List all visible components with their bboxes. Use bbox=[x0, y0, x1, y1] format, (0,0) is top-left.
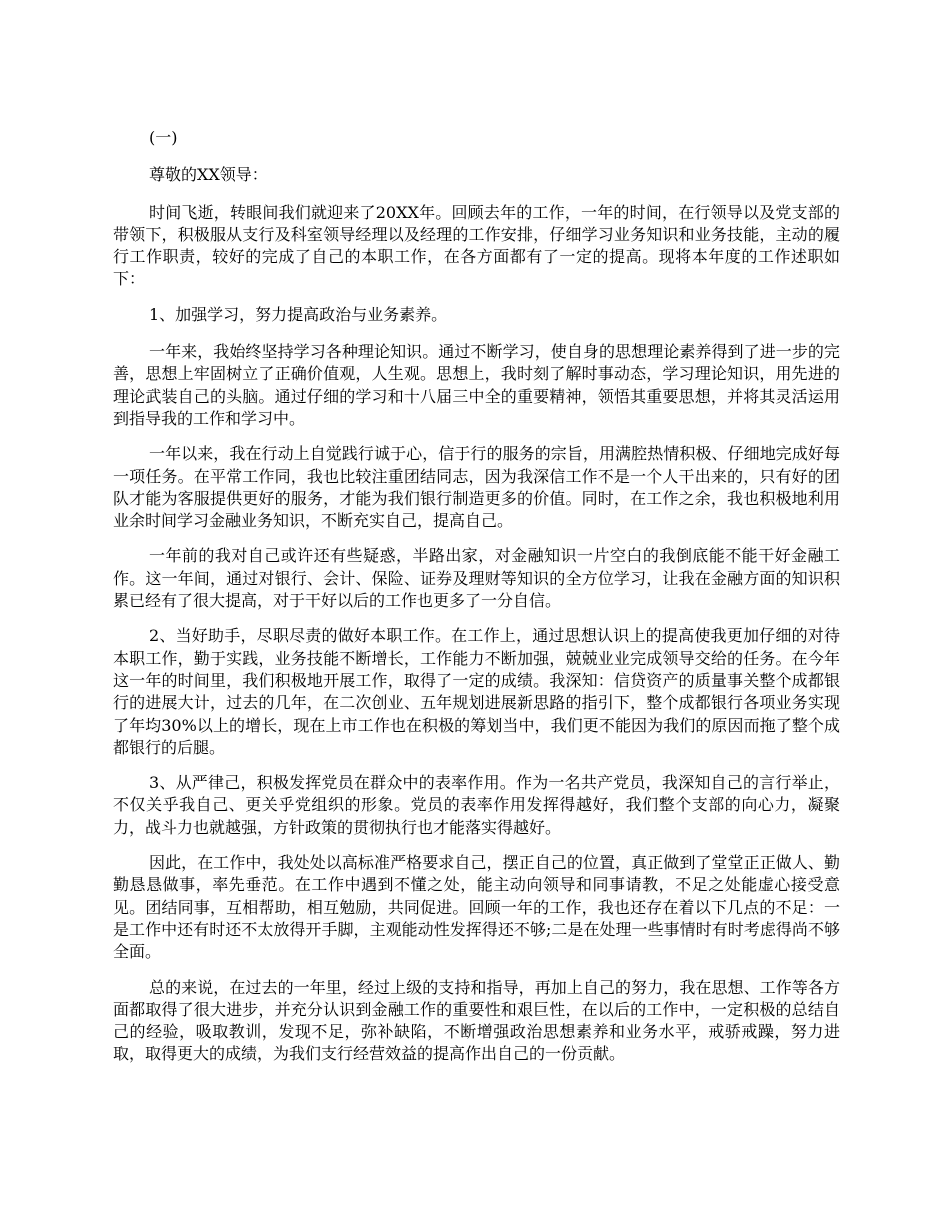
paragraph-party-member: 3、从严律己，积极发挥党员在群众中的表率作用。作为一名共产党员，我深知自己的言行举止，不仅关乎我自己、更关乎党组织的形象。党员的表率作用发挥得越好，我们整个支部的向心力，凝聚力，战斗力也就越强，方针政策的贯彻执行也才能落实得越好。 bbox=[113, 773, 840, 837]
heading-1: 1、加强学习，努力提高政治与业务素养。 bbox=[149, 304, 448, 324]
paragraph-finance: 一年前的我对自己或许还有些疑惑，半路出家，对金融知识一片空白的我倒底能不能干好金融工作。这一年间，通过对银行、会计、保险、证券及理财等知识的全方位学习，让我在金融方面的知识积累已经有了很大提高，对于干好以后的工作也更多了一分自信。 bbox=[113, 546, 840, 611]
paragraph-shortcomings: 因此，在工作中，我处处以高标准严格要求自己，摆正自己的位置，真正做到了堂堂正正做人、勤勤恳恳做事，率先垂范。在工作中遇到不懂之处，能主动向领导和同事请教，不足之处能虚心接受意见。团结同事，互相帮助，相互勉励，共同促进。回顾一年的工作，我也还存在着以下几点的不足：一是工作中还有时还不太放得开手脚，主观能动性发挥得还不够;二是在处理一些事情时有时考虑得尚不够全面。 bbox=[113, 853, 840, 962]
salutation: 尊敬的XX领导： bbox=[149, 165, 268, 185]
paragraph-intro: 时间飞逝，转眼间我们就迎来了20XX年。回顾去年的工作，一年的时间，在行领导以及党支部的带领下，积极服从支行及科室领导经理以及经理的工作安排，仔细学习业务知识和业务技能，主动的履行工作职责，较好的完成了自己的本职工作，在各方面都有了一定的提高。现将本年度的工作述职如下： bbox=[113, 202, 840, 289]
paragraph-summary: 总的来说，在过去的一年里，经过上级的支持和指导，再加上自己的努力，我在思想、工作等各方面都取得了很大进步，并充分认识到金融工作的重要性和艰巨性，在以后的工作中，一定积极的总结自己的经验，吸取教训，发现不足，弥补缺陷，不断增强政治思想素养和业务水平，戒骄戒躁，努力进取，取得更大的成绩，为我们支行经营效益的提高作出自己的一份贡献。 bbox=[113, 977, 840, 1064]
paragraph-assistant: 2、当好助手，尽职尽责的做好本职工作。在工作上，通过思想认识上的提高使我更加仔细的对待本职工作，勤于实践，业务技能不断增长，工作能力不断加强，兢兢业业完成领导交给的任务。在今年这一年的时间里，我们积极地开展工作，取得了一定的成绩。我深知：信贷资产的质量事关整个成都银行的进展大计，过去的几年，在二次创业、五年规划进展新思路的指引下，整个成都银行各项业务实现了年均30%以上的增长，现在上市工作也在积极的筹划当中，我们更不能因为我们的原因而拖了整个成都银行的后腿。 bbox=[113, 626, 840, 757]
paragraph-study: 一年来，我始终坚持学习各种理论知识。通过不断学习，使自身的思想理论素养得到了进一步的完善，思想上牢固树立了正确价值观，人生观。思想上，我时刻了解时事动态，学习理论知识，用先进的理论武装自己的头脑。通过仔细的学习和十八届三中全的重要精神，领悟其重要思想，并将其灵活运用到指导我的工作和学习中。 bbox=[113, 342, 840, 428]
document-body bbox=[113, 127, 840, 1079]
section-label: (一) bbox=[149, 128, 178, 147]
paragraph-action: 一年以来，我在行动上自觉践行诚于心，信于行的服务的宗旨，用满腔热情积极、仔细地完成好每一项任务。在平常工作同，我也比较注重团结同志，因为我深信工作不是一个人干出来的，只有好的团队才能为客服提供更好的服务，才能为我们银行制造更多的价值。同时，在工作之余，我也积极地利用业余时间学习金融业务知识，不断充实自己，提高自己。 bbox=[113, 444, 840, 531]
